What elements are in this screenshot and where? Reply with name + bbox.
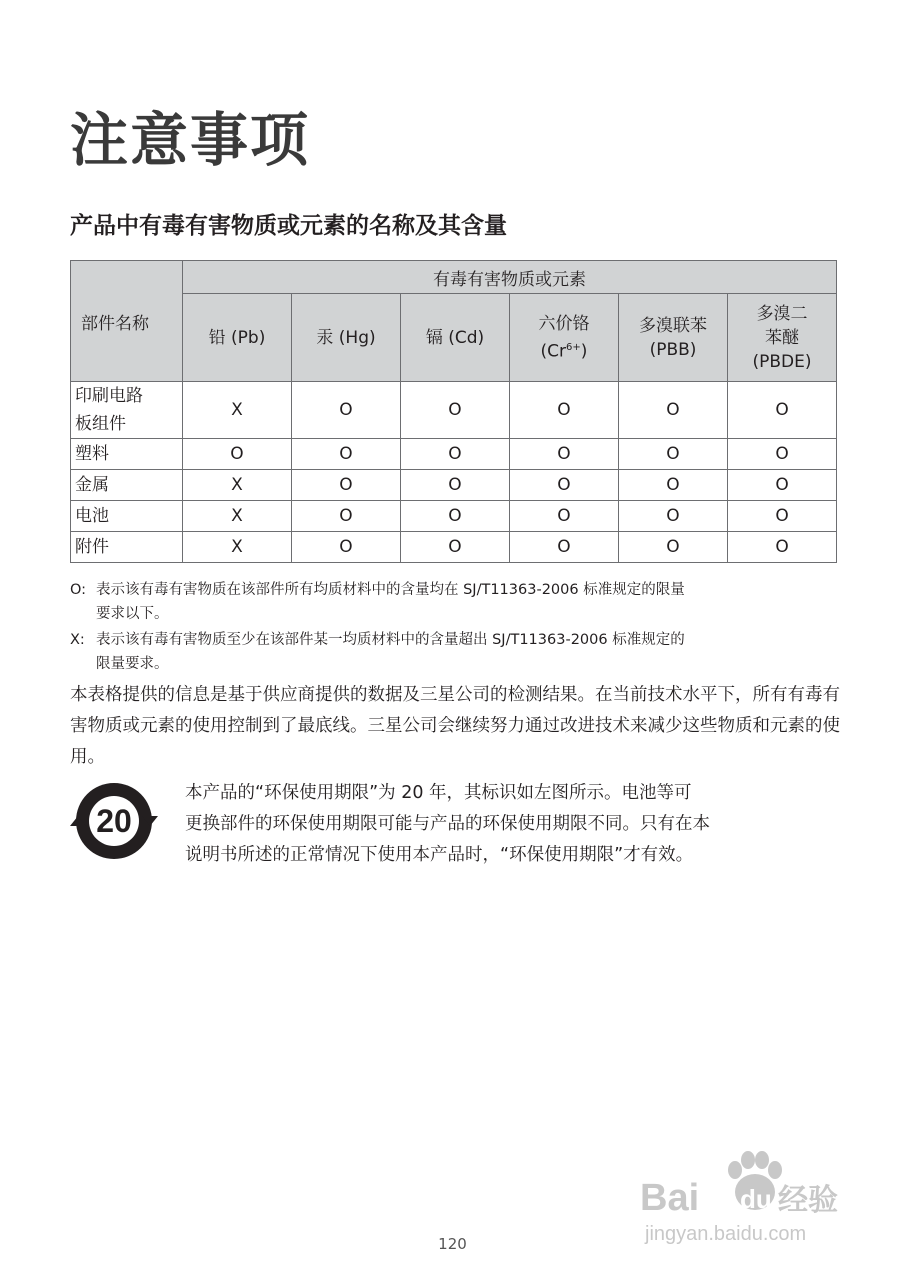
value-cell: O: [510, 532, 619, 563]
value-cell: X: [183, 470, 292, 501]
value-cell: O: [619, 382, 728, 439]
value-cell: O: [728, 382, 837, 439]
hazardous-substances-table: [70, 260, 837, 563]
table-row: [71, 532, 837, 563]
table-row: [71, 439, 837, 470]
watermark-brand: Bai: [640, 1177, 700, 1219]
substance-header-pbb: 多溴联苯 (PBB): [619, 294, 728, 382]
value-cell: O: [728, 439, 837, 470]
eco-line: 更换部件的环保使用期限可能与产品的环保使用期限不同。只有在本: [185, 814, 710, 834]
table-row: [71, 501, 837, 532]
eco-period-text: [185, 778, 835, 871]
value-cell: O: [510, 382, 619, 439]
value-cell: O: [401, 501, 510, 532]
part-name-cell: 印刷电路 板组件: [71, 382, 183, 439]
value-cell: O: [619, 532, 728, 563]
value-cell: O: [401, 439, 510, 470]
value-cell: O: [292, 532, 401, 563]
value-cell: O: [292, 439, 401, 470]
value-cell: O: [292, 470, 401, 501]
substance-header-hg: 汞 (Hg): [292, 294, 401, 382]
note-o: [70, 578, 840, 626]
watermark-label: 经验: [778, 1183, 838, 1218]
watermark-url: jingyan.baidu.com: [645, 1223, 807, 1245]
watermark-brand-2: du: [740, 1184, 772, 1214]
table-row: [71, 470, 837, 501]
substances-group-header: 有毒有害物质或元素: [183, 261, 837, 294]
note-x: [70, 628, 840, 676]
note-text: 表示该有毒有害物质在该部件所有均质材料中的含量均在 SJ/T11363-2006 标准规定的限量: [96, 582, 685, 598]
substance-header-cd: 镉 (Cd): [401, 294, 510, 382]
value-cell: X: [183, 501, 292, 532]
table-notes: [70, 578, 840, 678]
substance-header-cr6: 六价铬 $(Cr^{6+})$: [510, 294, 619, 382]
part-name-cell: 塑料: [71, 439, 183, 470]
value-cell: O: [728, 501, 837, 532]
value-cell: O: [292, 501, 401, 532]
table-row: [71, 382, 837, 439]
page-number: 120: [438, 1235, 467, 1253]
value-cell: O: [401, 532, 510, 563]
value-cell: O: [401, 470, 510, 501]
substance-header-pb: 铅 (Pb): [183, 294, 292, 382]
value-cell: O: [728, 532, 837, 563]
value-cell: O: [619, 439, 728, 470]
substance-header-pbde: 多溴二 苯醚 (PBDE): [728, 294, 837, 382]
note-text: 表示该有毒有害物质至少在该部件某一均质材料中的含量超出 SJ/T11363-2006 标准规定的: [96, 632, 685, 648]
note-key: O:: [70, 582, 87, 598]
value-cell: O: [510, 439, 619, 470]
eco-line: 说明书所述的正常情况下使用本产品时，“环保使用期限”才有效。: [185, 845, 694, 865]
value-cell: O: [619, 501, 728, 532]
info-paragraph: 本表格提供的信息是基于供应商提供的数据及三星公司的检测结果。在当前技术水平下，所有有毒有害物质或元素的使用控制到了最底线。三星公司会继续努力通过改进技术来减少这些物质和元素的使用。: [70, 685, 840, 767]
value-cell: O: [292, 382, 401, 439]
part-name-cell: 金属: [71, 470, 183, 501]
part-name-cell: 电池: [71, 501, 183, 532]
value-cell: O: [510, 470, 619, 501]
note-text: 限量要求。: [96, 656, 169, 672]
section-heading: 产品中有毒有害物质或元素的名称及其含量: [70, 213, 507, 239]
value-cell: O: [401, 382, 510, 439]
page-title: 注意事项: [70, 106, 311, 174]
part-name-cell: 附件: [71, 532, 183, 563]
note-text: 要求以下。: [96, 606, 169, 622]
value-cell: X: [183, 532, 292, 563]
value-cell: O: [510, 501, 619, 532]
value-cell: O: [619, 470, 728, 501]
environmental-protection-period-logo: [68, 780, 160, 862]
value-cell: X: [183, 382, 292, 439]
eco-line: 本产品的“环保使用期限”为 20 年，其标识如左图所示。电池等可: [185, 783, 692, 803]
value-cell: O: [183, 439, 292, 470]
baidu-jingyan-watermark: [640, 1140, 850, 1250]
value-cell: O: [728, 470, 837, 501]
part-name-header: 部件名称: [71, 261, 183, 382]
note-key: X:: [70, 632, 85, 648]
logo-number: 20: [96, 803, 132, 839]
